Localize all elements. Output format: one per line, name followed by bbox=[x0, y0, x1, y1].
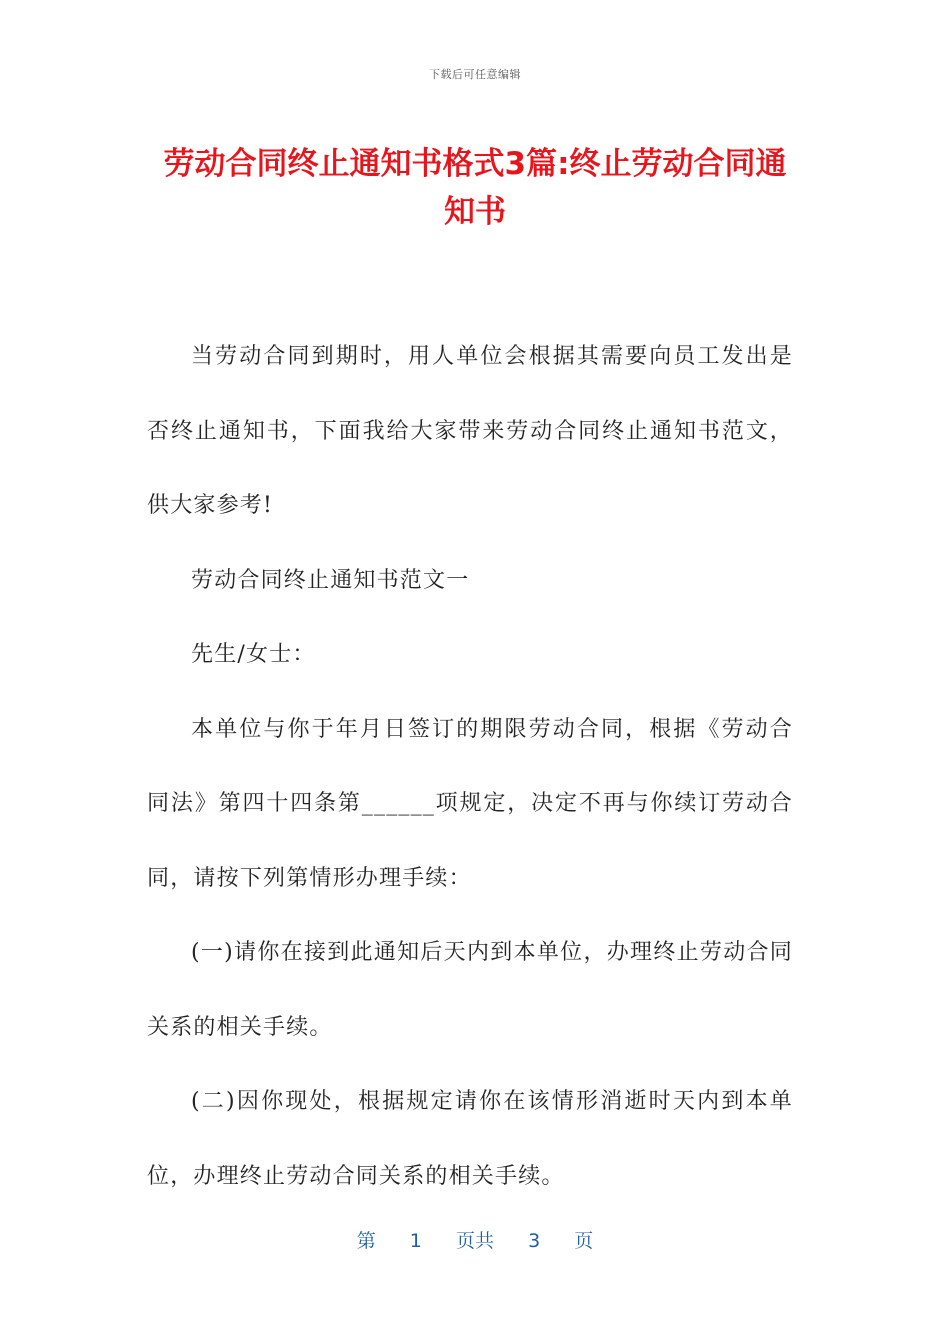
document-body bbox=[147, 320, 793, 1214]
footer-label-suffix: 页 bbox=[574, 1230, 594, 1252]
page-header-note: 下载后可任意编辑 bbox=[429, 68, 521, 81]
paragraph-intro: 当劳动合同到期时，用人单位会根据其需要向员工发出是否终止通知书，下面我给大家带来劳动合同终止通知书范文，供大家参考! bbox=[147, 344, 793, 518]
footer-total-pages: 3 bbox=[528, 1230, 541, 1252]
document-title: 劳动合同终止通知书格式3篇:终止劳动合同通知书 bbox=[163, 146, 787, 230]
paragraph-decision: 本单位与你于年月日签订的期限劳动合同，根据《劳动合同法》第四十四条第______项规定，决定不再与你续订劳动合同，请按下列第情形办理手续： bbox=[147, 716, 793, 891]
paragraph-item-two: (二)因你现处，根据规定请你在该情形消逝时天内到本单位，办理终止劳动合同关系的相关手续。 bbox=[147, 1089, 793, 1189]
paragraph-sample-heading: 劳动合同终止通知书范文一 bbox=[191, 567, 470, 593]
footer-current-page: 1 bbox=[409, 1230, 422, 1252]
page-footer bbox=[0, 1226, 950, 1253]
paragraph-item-one: (一)请你在接到此通知后天内到本单位，办理终止劳动合同关系的相关手续。 bbox=[147, 940, 793, 1040]
footer-label-middle: 页共 bbox=[455, 1230, 494, 1252]
footer-label-prefix: 第 bbox=[356, 1230, 376, 1252]
paragraph-salutation: 先生/女士： bbox=[191, 642, 316, 667]
